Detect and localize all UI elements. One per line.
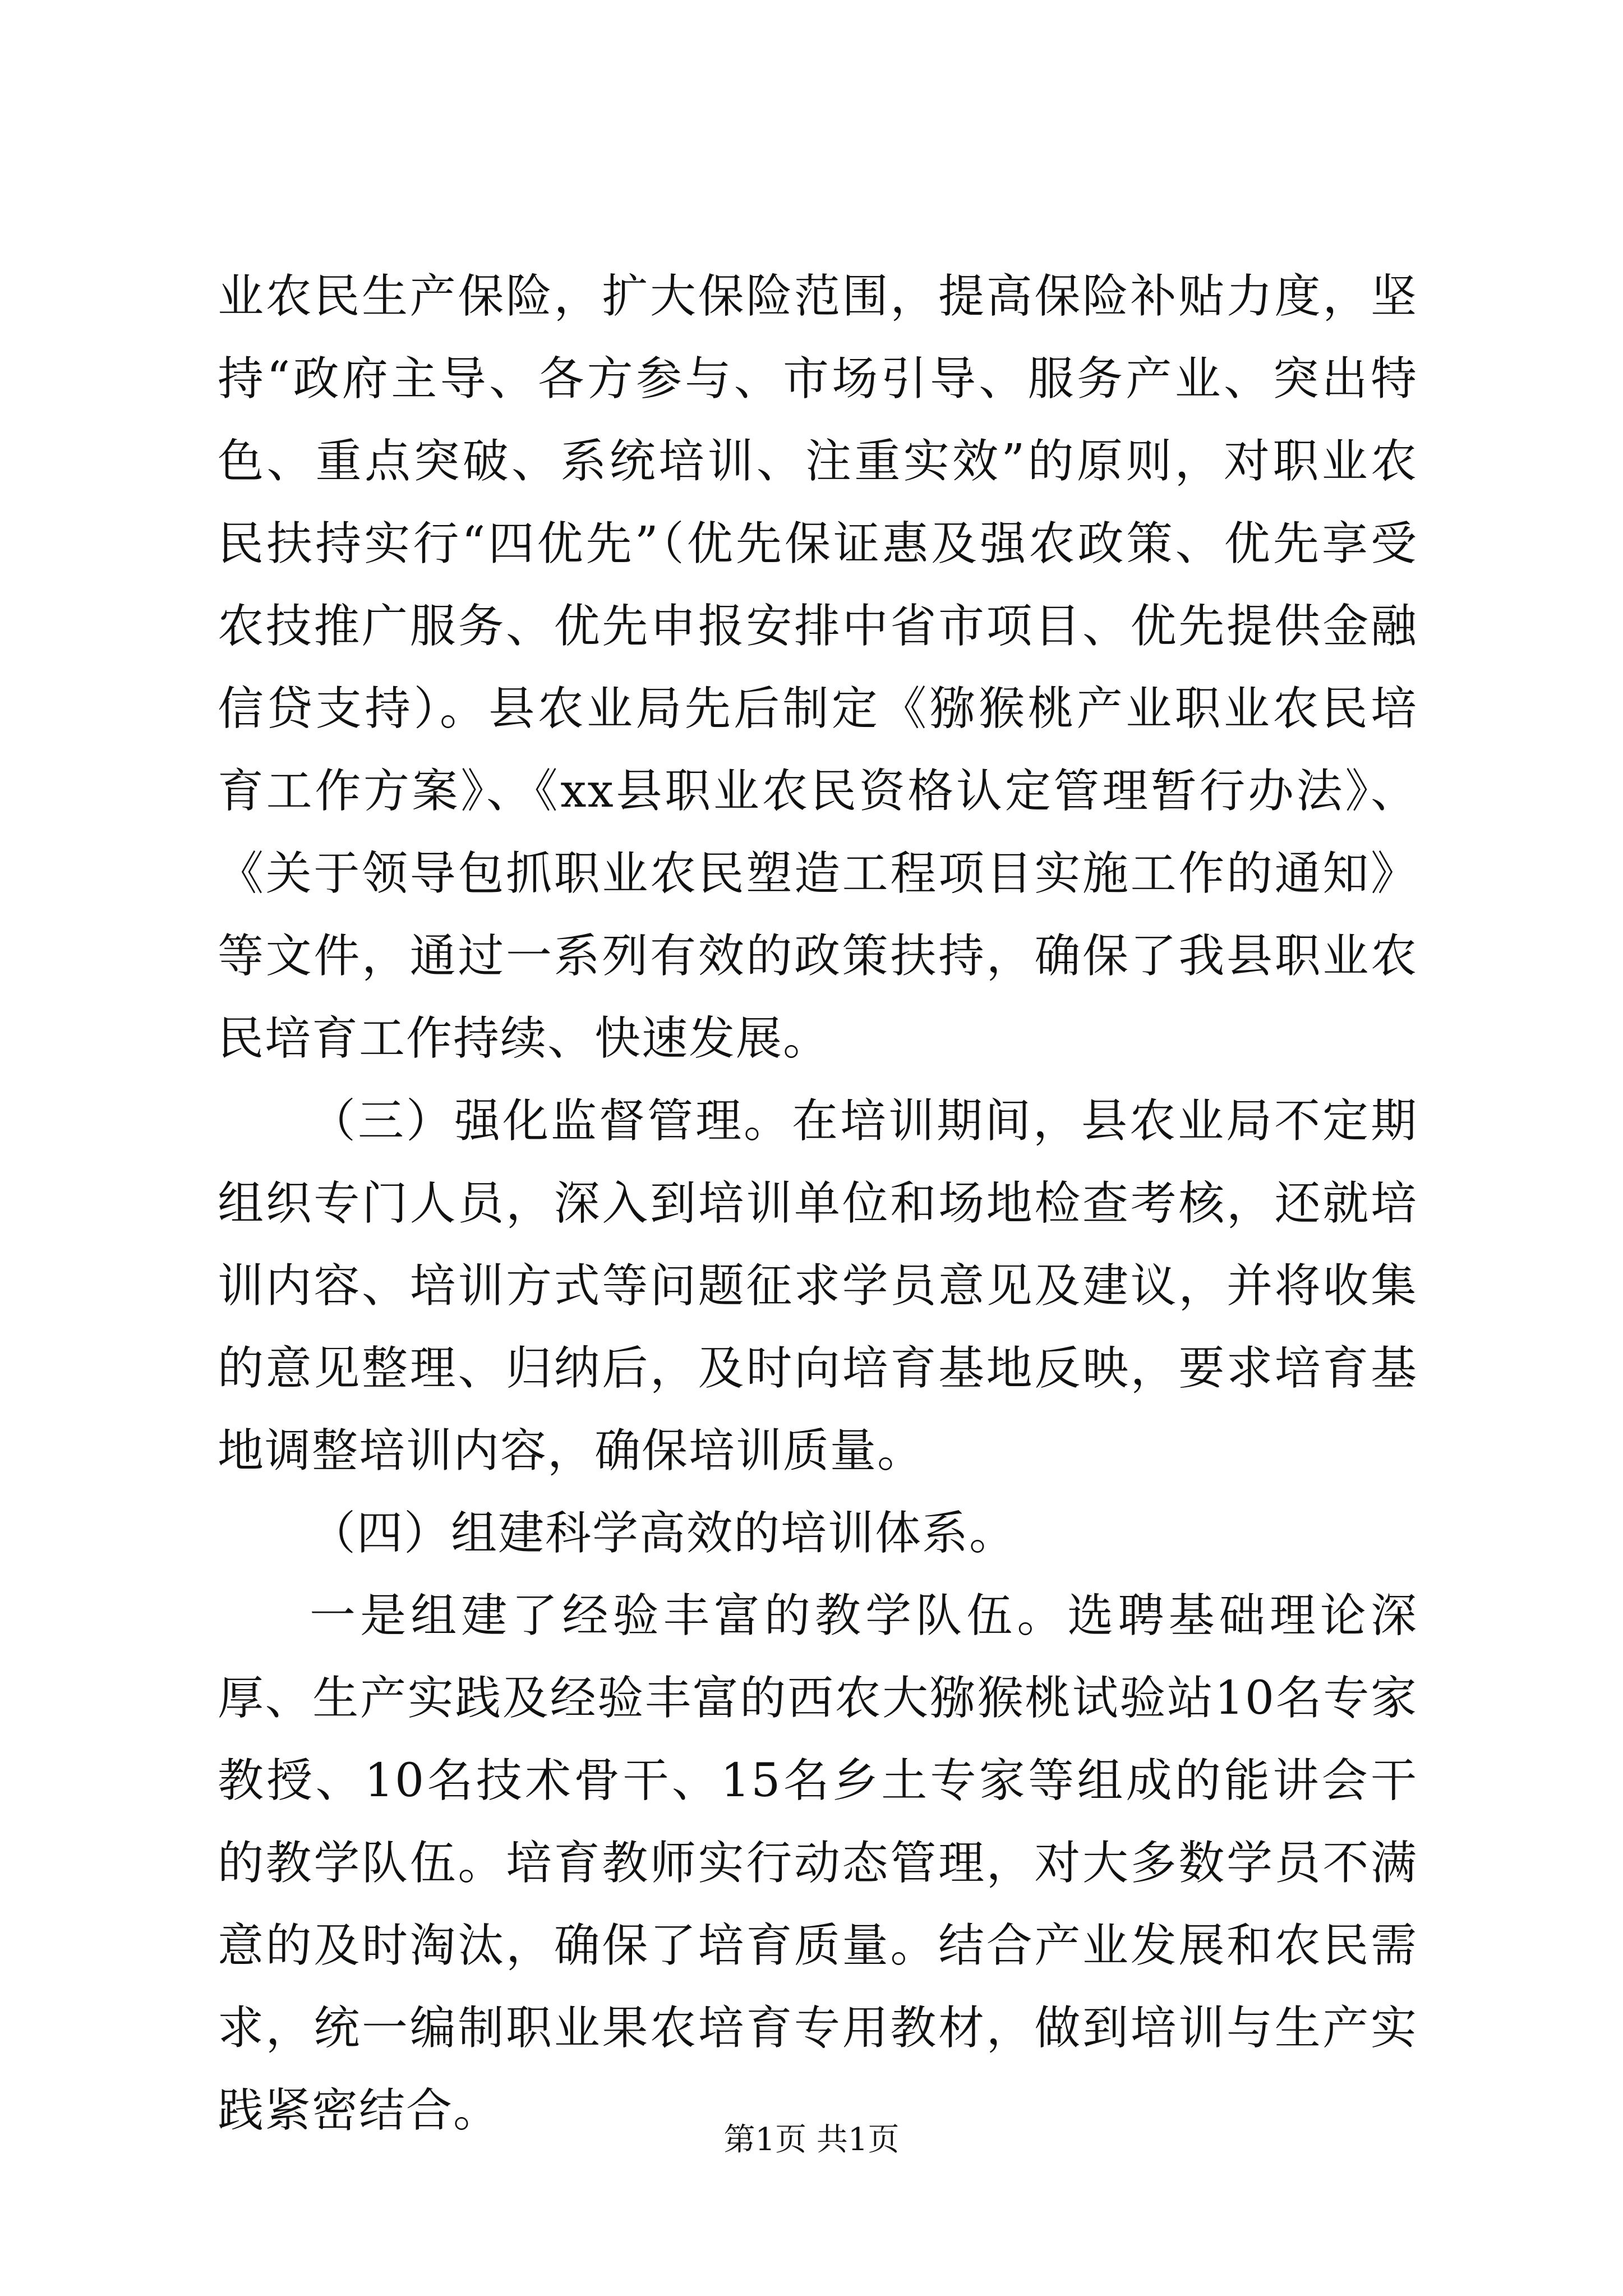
page-footer: 第1页 共1页 — [723, 2122, 900, 2158]
paragraph-teaching-team: 一是组建了经验丰富的教学队伍。选聘基础理论深厚、生产实践及经验丰富的西农大猕猴桃试验站10名专家教授、10名技术骨干、15名乡土专家等组成的能讲会干的教学队伍。培育教师实行动态管理，对大多数学员不满意的及时淘汰，确保了培育质量。结合产业发展和农民需求，统一编制职业果农培育专用教材，做到培训与生产实践紧密结合。 — [218, 1589, 1418, 2137]
paragraph-policy-support: 业农民生产保险，扩大保险范围，提高保险补贴力度，坚持“政府主导、各方参与、市场引导、服务产业、突出特色、重点突破、系统培训、注重实效”的原则，对职业农民扶持实行“四优先”（优先保证惠及强农政策、优先享受农技推广服务、优先申报安排中省市项目、优先提供金融信贷支持）。县农业局先后制定《猕猴桃产业职业农民培育工作方案》、《xx县职业农民资格认定管理暂行办法》、《关于领导包抓职业农民塑造工程项目实施工作的通知》等文件，通过一系列有效的政策扶持，确保了我县职业农民培育工作持续、快速发展。 — [218, 270, 1418, 1065]
paragraph-training-system-heading: （四）组建科学高效的培训体系。 — [310, 1507, 1017, 1560]
document-body — [218, 255, 1418, 2152]
paragraph-supervision: （三）强化监督管理。在培训期间，县农业局不定期组织专门人员，深入到培训单位和场地检查考核，还就培训内容、培训方式等问题征求学员意见及建议，并将收集的意见整理、归纳后，及时向培育基地反映，要求培育基地调整培训内容，确保培训质量。 — [218, 1094, 1418, 1478]
